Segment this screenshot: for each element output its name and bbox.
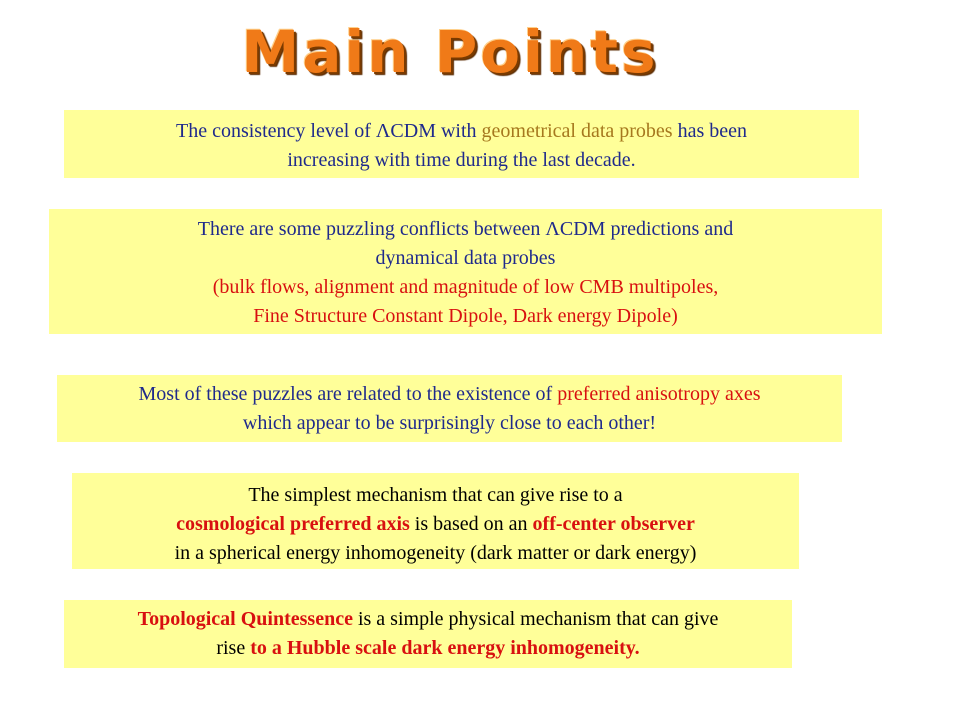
- point-5-text-a: rise: [216, 637, 251, 659]
- point-1-line-2: increasing with time during the last decade.: [287, 149, 636, 171]
- point-box-4: [72, 473, 799, 569]
- point-4-line-2: [72, 510, 799, 539]
- point-3-line-2: which appear to be surprisingly close to each other!: [242, 412, 657, 434]
- point-5-text-b: is a simple physical mechanism that can give: [352, 608, 719, 630]
- point-2-line-4: Fine Structure Constant Dipole, Dark energy Dipole): [253, 305, 678, 327]
- point-1-text-d: has been: [672, 120, 747, 142]
- point-2-line-2: dynamical data probes: [375, 247, 556, 269]
- point-box-1: [64, 110, 859, 178]
- point-4-text-b: is based on an: [409, 513, 533, 535]
- point-1-text-a: The consistency level of: [175, 120, 376, 142]
- point-5-highlight-term: Topological Quintessence: [137, 608, 353, 630]
- point-2-line-3: (bulk flows, alignment and magnitude of low CMB multipoles,: [212, 276, 719, 298]
- point-5-line-1: [64, 605, 792, 634]
- point-box-3: [57, 375, 842, 442]
- point-box-5: [64, 600, 792, 668]
- point-2-line-1: There are some puzzling conflicts between ΛCDM predictions and: [197, 218, 734, 240]
- point-1-highlight: geometrical data probes: [481, 120, 673, 142]
- point-box-2: [49, 209, 882, 334]
- point-4-line-1: The simplest mechanism that can give rise to a: [248, 484, 623, 506]
- point-4-highlight-axis: cosmological preferred axis: [176, 513, 410, 535]
- slide-title: Main Points: [241, 18, 659, 86]
- point-1-line-1: [64, 117, 859, 146]
- point-4-line-3: in a spherical energy inhomogeneity (dark matter or dark energy): [174, 542, 697, 564]
- point-1-text-b: ΛCDM with: [375, 120, 482, 142]
- point-3-text-a: Most of these puzzles are related to the existence of: [138, 383, 558, 405]
- point-3-line-1: [57, 380, 842, 409]
- point-3-highlight: preferred anisotropy axes: [557, 383, 761, 405]
- point-4-highlight-observer: off-center observer: [532, 513, 695, 535]
- point-5-highlight-hubble: to a Hubble scale dark energy inhomogeneity.: [250, 637, 640, 659]
- point-5-line-2: [64, 634, 792, 663]
